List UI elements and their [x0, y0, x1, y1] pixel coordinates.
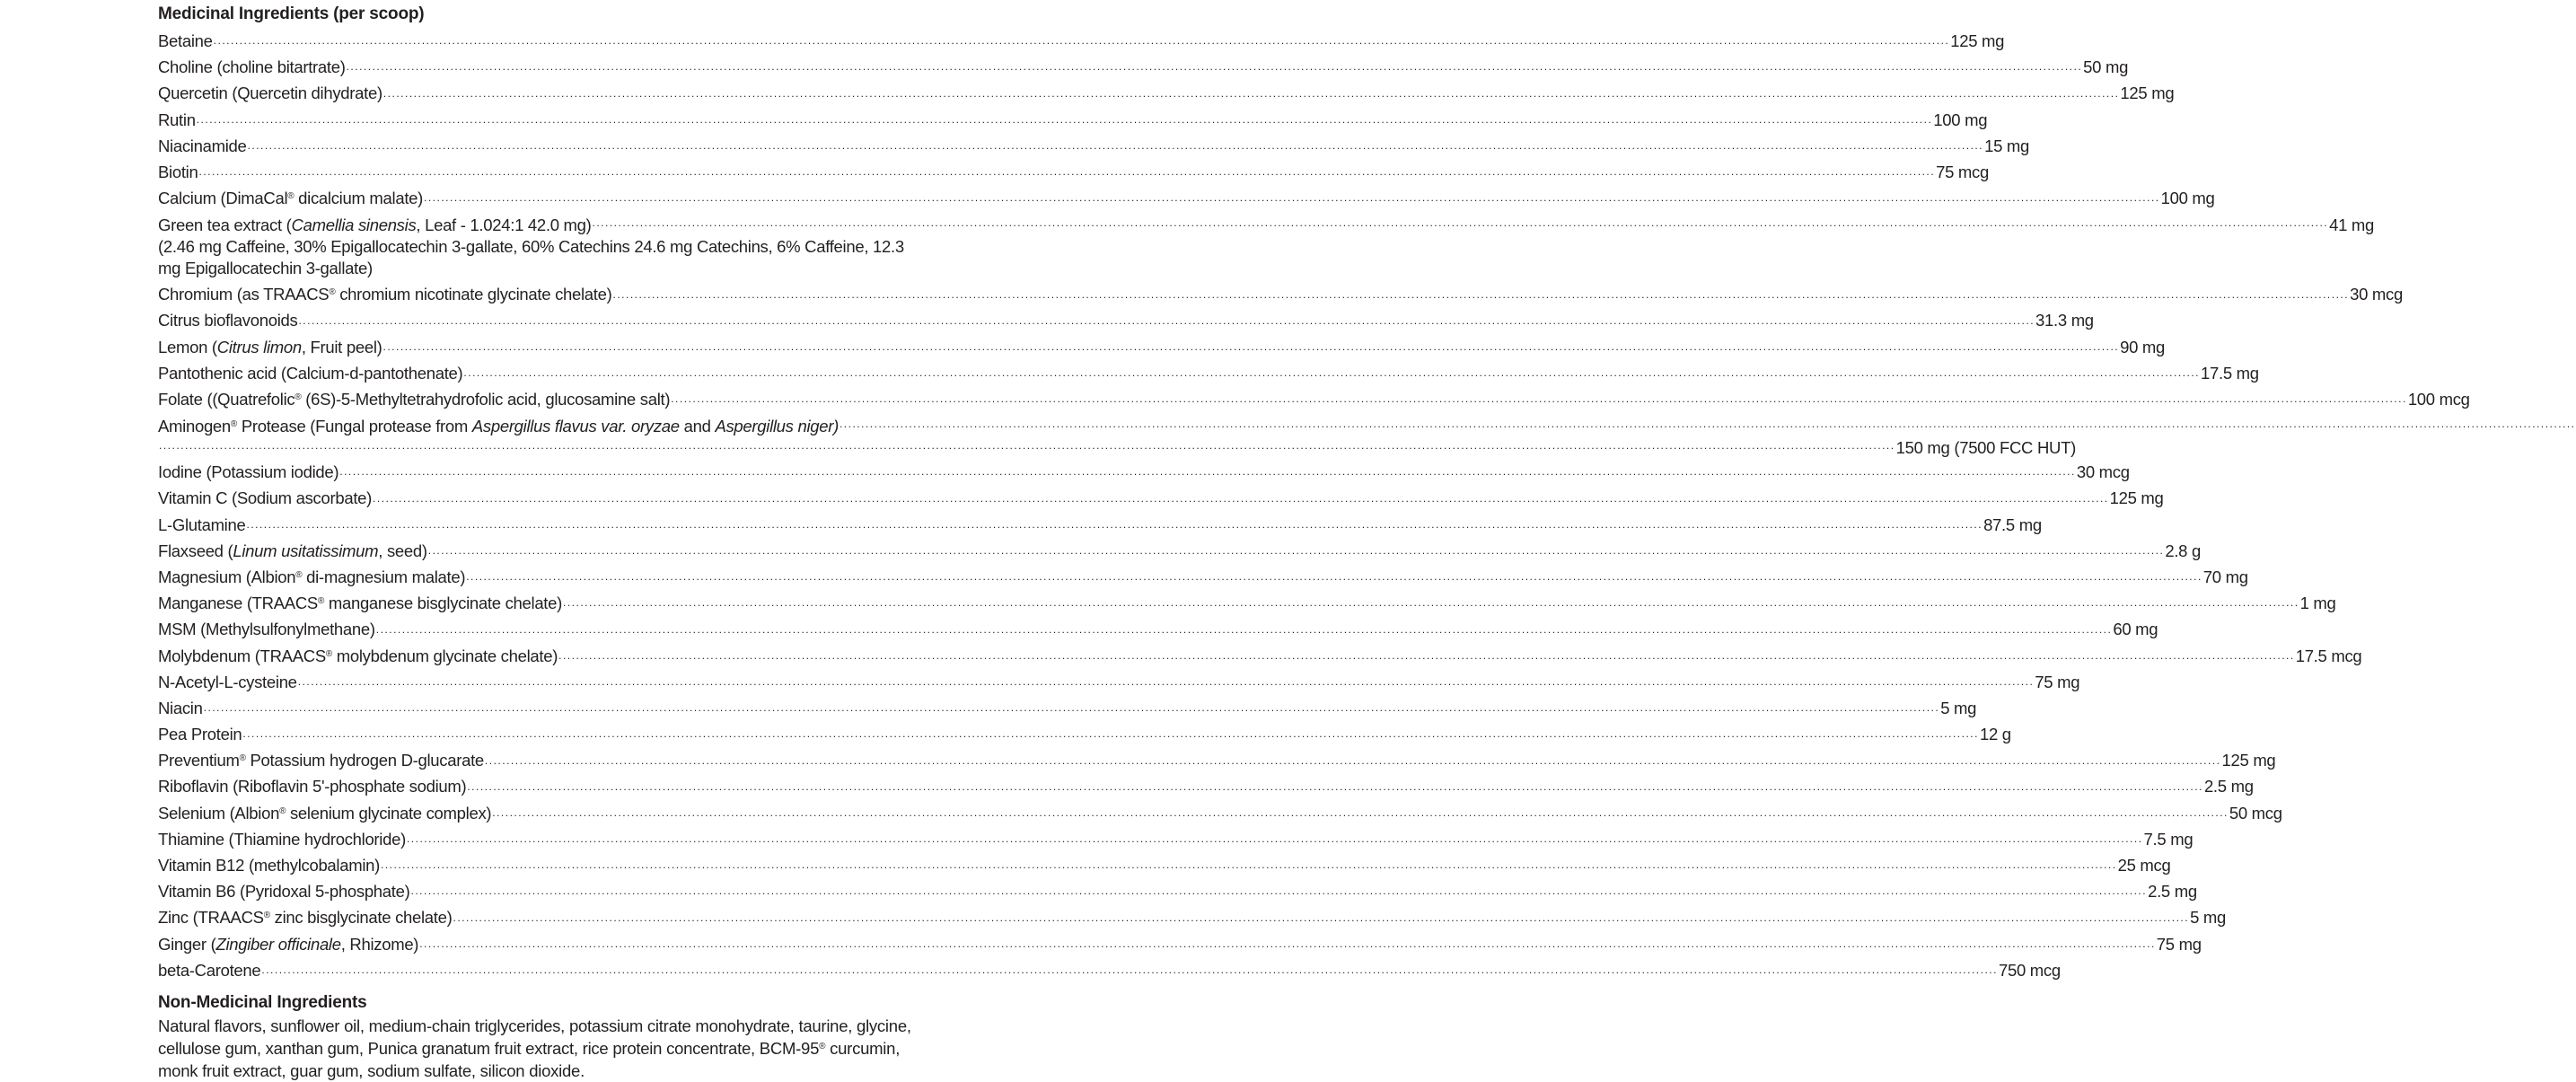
dot-leader: ................................................................................................................................................................................................................................................................................................................................................................................................................ [242, 727, 1979, 741]
ingredient-name [158, 281, 612, 307]
ingredient-name [158, 416, 839, 437]
ingredient-name [158, 538, 427, 564]
ingredient-name-part: chromium nicotinate glycinate chelate) [335, 285, 612, 304]
ingredient-latin-name: Zingiber officinale [215, 934, 341, 954]
registered-mark: ® [329, 287, 336, 298]
non-medicinal-ingredients-heading: Non-Medicinal Ingredients [158, 993, 367, 1012]
dot-leader: ................................................................................................................................................................................................................................................................................................................................................................................................................ [297, 674, 2035, 688]
ingredient-row [158, 512, 2042, 538]
dot-leader: ................................................................................................................................................................................................................................................................................................................................................................................................................ [198, 165, 1936, 179]
ingredient-amount: 75 mg [2035, 672, 2080, 691]
dot-leader: ................................................................................................................................................................................................................................................................................................................................................................................................................ [592, 216, 2329, 230]
ingredient-name-part: manganese bisglycinate chelate) [324, 594, 562, 613]
ingredient-row [158, 931, 2202, 957]
ingredient-row [158, 564, 2248, 590]
ingredient-amount: 750 mcg [1998, 960, 2061, 980]
dot-leader: ................................................................................................................................................................................................................................................................................................................................................................................................................ [484, 753, 2221, 767]
ingredient-name-part: Chromium (as TRAACS [158, 285, 330, 304]
ingredient-row [158, 80, 2175, 106]
ingredient-name-part: Green tea extract ( [158, 216, 292, 235]
dot-leader: ................................................................................................................................................................................................................................................................................................................................................................................................................ [159, 439, 1895, 453]
ingredient-name-part: Selenium (Albion [158, 803, 280, 822]
ingredient-row [158, 747, 2276, 773]
ingredient-name: Pantothenic acid (Calcium-d-pantothenate) [158, 363, 463, 383]
dot-leader: ................................................................................................................................................................................................................................................................................................................................................................................................................ [382, 339, 2120, 353]
ingredient-name [158, 643, 558, 669]
ingredient-row [158, 904, 2227, 930]
dot-leader: ................................................................................................................................................................................................................................................................................................................................................................................................................ [410, 884, 2148, 898]
ingredient-name: Vitamin B12 (methylcobalamin) [158, 856, 380, 875]
ingredient-amount: 15 mg [1984, 136, 2030, 155]
ingredient-amount: 1 mg [2299, 594, 2336, 613]
ingredient-name [158, 185, 423, 211]
ingredient-amount: 2.5 mg [2148, 882, 2197, 902]
ingredient-name: Vitamin B6 (Pyridoxal 5-phosphate) [158, 882, 410, 902]
dot-leader: ................................................................................................................................................................................................................................................................................................................................................................................................................ [671, 392, 2407, 406]
ingredient-name-part: Ginger ( [158, 934, 216, 954]
dot-leader: ................................................................................................................................................................................................................................................................................................................................................................................................................ [467, 779, 2203, 793]
registered-mark: ® [263, 910, 270, 921]
ingredient-row [158, 360, 2259, 386]
dot-leader: ................................................................................................................................................................................................................................................................................................................................................................................................................ [261, 963, 1998, 976]
registered-mark: ® [295, 392, 302, 403]
ingredient-amount: 75 mcg [1936, 162, 1989, 181]
ingredient-amount: 70 mg [2202, 567, 2248, 586]
ingredient-name [158, 931, 418, 957]
ingredient-row [158, 669, 2080, 695]
ingredient-amount: 25 mcg [2117, 856, 2171, 875]
ingredient-amount: 60 mg [2113, 620, 2158, 639]
dot-leader: ................................................................................................................................................................................................................................................................................................................................................................................................................ [419, 937, 2156, 950]
ingredient-row [158, 695, 1977, 721]
dot-leader: ................................................................................................................................................................................................................................................................................................................................................................................................................ [339, 465, 2076, 479]
ingredient-name: Thiamine (Thiamine hydrochloride) [158, 829, 406, 849]
ingredient-row [158, 485, 2164, 511]
ingredient-amount: 5 mg [2190, 908, 2227, 928]
dot-leader: ................................................................................................................................................................................................................................................................................................................................................................................................................ [381, 858, 2117, 872]
ingredient-amount: 75 mg [2156, 934, 2202, 954]
ingredient-row [158, 185, 2215, 211]
ingredient-amount: 17.5 mg [2201, 363, 2259, 383]
ingredient-name-part: and [679, 417, 716, 436]
ingredient-row [158, 826, 2194, 852]
ingredient-name: Riboflavin (Riboflavin 5'-phosphate sodium) [158, 777, 467, 796]
ingredient-row [158, 308, 2094, 334]
ingredient-name-part: Lemon ( [158, 337, 217, 356]
ingredient-amount: 17.5 mcg [2295, 646, 2362, 665]
ingredient-row [158, 852, 2171, 878]
ingredient-name: Pea Protein [158, 725, 242, 744]
dot-leader: ................................................................................................................................................................................................................................................................................................................................................................................................................ [213, 34, 1950, 48]
dot-leader: ................................................................................................................................................................................................................................................................................................................................................................................................................ [492, 805, 2229, 819]
ingredient-row [158, 412, 2576, 459]
ingredient-label [158, 4, 2576, 1082]
ingredient-row [158, 28, 2005, 54]
ingredient-row [158, 133, 2030, 159]
ingredient-name: Betaine [158, 31, 213, 50]
ingredient-name [158, 215, 592, 236]
registered-mark: ® [325, 648, 332, 659]
ingredient-name-part: Calcium (DimaCal [158, 189, 288, 208]
ingredient-row [158, 334, 2166, 360]
ingredient-row [158, 800, 2282, 826]
ingredient-note: (2.46 mg Caffeine, 30% Epigallocatechin 3-gallate, 60% Catechins 24.6 mg Catechins, 6% Caffeine, 12.3 mg Epigallocatechin 3-gallate) [158, 237, 904, 278]
ingredient-name-part: (6S)-5-Methyltetrahydrofolic acid, glucosamine salt) [301, 390, 671, 409]
ingredient-amount: 150 mg (7500 FCC HUT) [1895, 438, 2076, 458]
ingredient-row-main [158, 215, 2375, 236]
ingredient-name: Biotin [158, 162, 198, 181]
ingredient-amount: 125 mg [2120, 84, 2175, 103]
ingredient-name-part: Protease (Fungal protease from [236, 417, 472, 436]
ingredient-name [158, 386, 670, 412]
dot-leader: ................................................................................................................................................................................................................................................................................................................................................................................................................ [247, 138, 1984, 152]
ingredient-name-part: Magnesium (Albion [158, 567, 296, 586]
ingredient-name: Niacin [158, 698, 203, 717]
registered-mark: ® [279, 805, 286, 816]
dot-leader: ................................................................................................................................................................................................................................................................................................................................................................................................................ [558, 648, 2295, 662]
ingredient-row [158, 386, 2470, 412]
non-medicinal-ingredients-text [158, 1015, 918, 1082]
ingredient-name-part: dicalcium malate) [294, 189, 424, 208]
dot-leader: ................................................................................................................................................................................................................................................................................................................................................................................................................ [203, 701, 1940, 715]
ingredient-amount: 100 mg [2160, 189, 2215, 208]
ingredient-row [158, 616, 2158, 642]
ingredient-row [158, 878, 2197, 904]
ingredient-amount: 30 mcg [2076, 462, 2130, 482]
ingredient-name-part: , Fruit peel) [301, 337, 382, 356]
ingredient-row [158, 721, 2011, 747]
ingredient-amount: 12 g [1979, 725, 2011, 744]
dot-leader: ................................................................................................................................................................................................................................................................................................................................................................................................................ [196, 112, 1933, 126]
dot-leader: ................................................................................................................................................................................................................................................................................................................................................................................................................ [298, 313, 2035, 327]
registered-mark: ® [230, 419, 237, 430]
ingredient-amount: 87.5 mg [1983, 515, 2042, 534]
ingredient-name-part: Potassium hydrogen D-glucarate [245, 751, 484, 770]
ingredient-name: Iodine (Potassium iodide) [158, 462, 339, 482]
registered-mark: ® [317, 596, 325, 607]
ingredient-list [158, 28, 2576, 983]
ingredient-row [158, 211, 2375, 281]
ingredient-row [158, 159, 1989, 185]
ingredient-name-part: Aminogen [158, 417, 231, 436]
ingredient-row-amount [158, 437, 2076, 459]
ingredient-name: Quercetin (Quercetin dihydrate) [158, 84, 382, 103]
ingredient-row [158, 107, 1988, 133]
ingredient-amount: 2.5 mg [2203, 777, 2254, 796]
ingredient-name-part: molybdenum glycinate chelate) [331, 646, 558, 665]
ingredient-amount: 7.5 mg [2143, 829, 2194, 849]
dot-leader: ................................................................................................................................................................................................................................................................................................................................................................................................................ [406, 832, 2143, 846]
dot-leader: ................................................................................................................................................................................................................................................................................................................................................................................................................ [382, 86, 2120, 100]
dot-leader: ................................................................................................................................................................................................................................................................................................................................................................................................................ [612, 287, 2350, 301]
ingredient-amount: 5 mg [1940, 698, 1977, 717]
dot-leader: ................................................................................................................................................................................................................................................................................................................................................................................................................ [346, 60, 2083, 74]
ingredient-name-part: Molybdenum (TRAACS [158, 646, 326, 665]
ingredient-row-main [158, 416, 2576, 437]
ingredient-name-part: Preventium [158, 751, 240, 770]
registered-mark: ® [287, 191, 295, 202]
ingredient-name-part: , Leaf - 1.024:1 42.0 mg) [416, 216, 592, 235]
dot-leader: ................................................................................................................................................................................................................................................................................................................................................................................................................ [453, 910, 2190, 924]
ingredient-latin-name: Linum usitatissimum [233, 541, 379, 560]
ingredient-name-part: Folate ((Quatrefolic [158, 390, 295, 409]
ingredient-row [158, 774, 2254, 800]
ingredient-amount: 50 mcg [2229, 803, 2282, 822]
ingredient-name-part: , Rhizome) [340, 934, 419, 954]
ingredient-latin-name: Aspergillus flavus var. oryzae [471, 417, 680, 436]
registered-mark: ® [295, 569, 303, 580]
ingredient-name [158, 590, 562, 616]
ingredient-name: MSM (Methylsulfonylmethane) [158, 620, 375, 639]
dot-leader: ................................................................................................................................................................................................................................................................................................................................................................................................................ [427, 544, 2165, 557]
ingredient-latin-name: Camellia sinensis [291, 216, 417, 235]
ingredient-name-part: zinc bisglycinate chelate) [269, 908, 453, 928]
ingredient-name [158, 800, 491, 826]
ingredient-name-part: di-magnesium malate) [302, 567, 466, 586]
ingredient-name [158, 747, 484, 773]
ingredient-row [158, 643, 2362, 669]
dot-leader: ................................................................................................................................................................................................................................................................................................................................................................................................................ [463, 366, 2200, 380]
ingredient-amount: 100 mcg [2407, 390, 2470, 409]
ingredient-latin-name: Aspergillus niger) [715, 417, 839, 436]
dot-leader: ................................................................................................................................................................................................................................................................................................................................................................................................................ [375, 622, 2113, 636]
ingredient-amount: 31.3 mg [2035, 311, 2094, 330]
ingredient-name: N-Acetyl-L-cysteine [158, 672, 297, 691]
non-medicinal-text-part: curcumin, monk fruit extract, guar gum, sodium sulfate, silicon dioxide. [158, 1039, 901, 1080]
dot-leader: ................................................................................................................................................................................................................................................................................................................................................................................................................ [839, 418, 2576, 431]
ingredient-name-part: Zinc (TRAACS [158, 908, 264, 928]
ingredient-name-part: Flaxseed ( [158, 541, 233, 560]
dot-leader: ................................................................................................................................................................................................................................................................................................................................................................................................................ [424, 191, 2160, 205]
ingredient-amount: 125 mg [2221, 751, 2276, 770]
registered-mark: ® [239, 753, 246, 764]
ingredient-name: beta-Carotene [158, 960, 261, 980]
ingredient-name-part: selenium glycinate complex) [286, 803, 492, 822]
ingredient-name: Vitamin C (Sodium ascorbate) [158, 488, 373, 508]
ingredient-row [158, 281, 2403, 307]
dot-leader: ................................................................................................................................................................................................................................................................................................................................................................................................................ [466, 570, 2202, 584]
medicinal-ingredients-heading: Medicinal Ingredients (per scoop) [158, 4, 425, 23]
dot-leader: ................................................................................................................................................................................................................................................................................................................................................................................................................ [246, 517, 1983, 531]
ingredient-name: Rutin [158, 110, 196, 129]
ingredient-amount: 125 mg [1950, 31, 2005, 50]
ingredient-amount: 41 mg [2329, 216, 2375, 235]
ingredient-name-part: , seed) [378, 541, 427, 560]
ingredient-name: Citrus bioflavonoids [158, 311, 298, 330]
ingredient-row [158, 538, 2201, 564]
registered-mark: ® [819, 1042, 826, 1051]
ingredient-latin-name: Citrus limon [216, 337, 302, 356]
ingredient-amount: 100 mg [1933, 110, 1988, 129]
ingredient-name-part: Manganese (TRAACS [158, 594, 318, 613]
ingredient-name [158, 334, 382, 360]
ingredient-amount: 30 mcg [2350, 285, 2403, 304]
ingredient-amount: 125 mg [2109, 488, 2164, 508]
ingredient-row [158, 590, 2336, 616]
ingredient-name: Niacinamide [158, 136, 247, 155]
ingredient-name [158, 564, 465, 590]
ingredient-row [158, 54, 2129, 80]
ingredient-row [158, 459, 2130, 485]
ingredient-name: L-Glutamine [158, 515, 246, 534]
ingredient-amount: 90 mg [2120, 337, 2166, 356]
ingredient-name: Choline (choline bitartrate) [158, 57, 346, 77]
ingredient-amount: 50 mg [2083, 57, 2129, 77]
non-medicinal-text-part: Natural flavors, sunflower oil, medium-chain triglycerides, potassium citrate monohydrate, taurine, glycine, cellulose gum, xanthan gum, Punica granatum fruit extract, rice protein concentrate, BCM-95 [158, 1016, 911, 1058]
dot-leader: ................................................................................................................................................................................................................................................................................................................................................................................................................ [373, 491, 2109, 505]
ingredient-row [158, 957, 2061, 983]
ingredient-name [158, 904, 452, 930]
dot-leader: ................................................................................................................................................................................................................................................................................................................................................................................................................ [563, 596, 2299, 610]
ingredient-amount: 2.8 g [2165, 541, 2201, 560]
